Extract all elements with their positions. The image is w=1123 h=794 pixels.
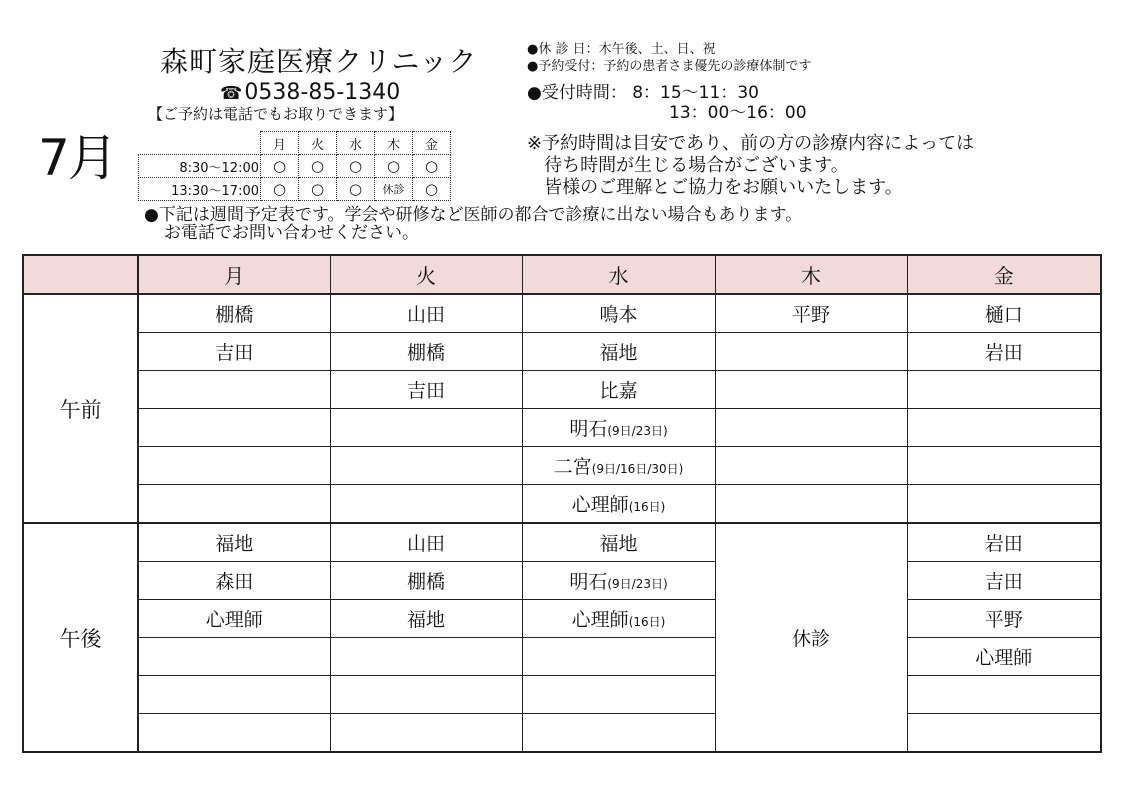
doctor-name: 福地 — [599, 533, 638, 555]
doctor-cell — [715, 371, 907, 409]
doctor-cell — [522, 562, 715, 600]
hours-cell: ○ — [413, 155, 451, 178]
schedule-day-header: 金 — [907, 255, 1101, 294]
hours-cell: ○ — [261, 178, 299, 201]
doctor-cell — [907, 676, 1101, 714]
hours-row-afternoon — [139, 178, 451, 201]
schedule-row-pm — [23, 714, 1101, 753]
doctor-schedule-table — [22, 254, 1102, 753]
schedule-header-row — [23, 255, 1101, 294]
hours-cell: ○ — [299, 178, 337, 201]
doctor-cell: 吉田 — [138, 333, 330, 371]
hours-row-morning — [139, 155, 451, 178]
schedule-row-am — [23, 294, 1101, 333]
doctor-cell: 福地 — [330, 600, 522, 638]
phone-number — [220, 80, 400, 105]
notice-hours-morning: ●受付時間： 8：15〜11：30 — [527, 83, 759, 103]
doctor-cell — [138, 447, 330, 485]
doctor-cell: 山田 — [330, 294, 522, 333]
period-label-pm: 午後 — [23, 523, 138, 752]
doctor-cell — [522, 714, 715, 753]
doctor-cell — [522, 447, 715, 485]
hours-day-header: 火 — [299, 132, 337, 155]
notice-closed-days: ●休 診 日：木午後、土、日、祝 — [527, 42, 716, 57]
doctor-name: 二宮 — [553, 456, 592, 478]
doctor-cell — [138, 714, 330, 753]
hours-cell: ○ — [413, 178, 451, 201]
doctor-cell — [522, 485, 715, 524]
doctor-cell — [522, 523, 715, 562]
doctor-cell — [907, 447, 1101, 485]
doctor-name: 心理師 — [571, 494, 629, 516]
doctor-date-note: (16日) — [628, 615, 666, 629]
month-label: 7月 — [38, 129, 116, 187]
doctor-cell: 棚橋 — [330, 562, 522, 600]
hours-table-corner — [139, 132, 261, 155]
hours-cell: ○ — [375, 155, 413, 178]
weekly-note — [144, 206, 802, 242]
doctor-cell: 吉田 — [907, 562, 1101, 600]
doctor-cell — [330, 714, 522, 753]
hours-table — [138, 131, 451, 201]
doctor-cell: 棚橋 — [138, 294, 330, 333]
schedule-row-pm — [23, 676, 1101, 714]
schedule-row-pm — [23, 562, 1101, 600]
doctor-name: 鳴本 — [599, 304, 638, 326]
schedule-day-header: 水 — [522, 255, 715, 294]
thursday-pm-closed: 休診 — [715, 523, 907, 752]
period-label-am: 午前 — [23, 294, 138, 523]
hours-cell: ○ — [337, 155, 375, 178]
doctor-cell — [715, 447, 907, 485]
doctor-cell — [907, 714, 1101, 753]
notice-caveat: ※予約時間は目安であり、前の方の診療内容によっては 待ち時間が生じる場合がございます。 皆様のご理解とご協力をお願いいたします。 — [527, 133, 975, 198]
notice-hours-afternoon: 13：00〜16：00 — [669, 103, 807, 123]
doctor-name: 明石 — [569, 418, 608, 440]
hours-time: 13:30〜17:00 — [139, 178, 261, 201]
weekly-note-line2: お電話でお問い合わせください。 — [164, 223, 419, 243]
notice-reservation: ●予約受付：予約の患者さま優先の診療体制です — [527, 59, 812, 74]
doctor-cell — [330, 447, 522, 485]
schedule-corner — [23, 255, 138, 294]
hours-day-header: 月 — [261, 132, 299, 155]
doctor-cell — [330, 485, 522, 524]
doctor-date-note: (9日/16日/30日) — [591, 462, 684, 476]
doctor-cell — [715, 485, 907, 524]
doctor-cell — [522, 676, 715, 714]
doctor-name: 福地 — [599, 342, 638, 364]
doctor-cell: 心理師 — [907, 638, 1101, 676]
doctor-cell — [138, 676, 330, 714]
doctor-cell: 棚橋 — [330, 333, 522, 371]
doctor-date-note: (9日/23日) — [607, 424, 668, 438]
hours-cell: ○ — [299, 155, 337, 178]
doctor-cell: 岩田 — [907, 333, 1101, 371]
weekly-note-line1: ●下記は週間予定表です。学会や研修など医師の都合で診療に出ない場合もあります。 — [144, 205, 803, 225]
schedule-row-am — [23, 485, 1101, 524]
doctor-cell: 山田 — [330, 523, 522, 562]
hours-time: 8:30〜12:00 — [139, 155, 261, 178]
schedule-row-am — [23, 409, 1101, 447]
schedule-row-pm — [23, 523, 1101, 562]
schedule-day-header: 火 — [330, 255, 522, 294]
schedule-row-am — [23, 447, 1101, 485]
hours-table-header — [139, 132, 451, 155]
doctor-cell — [330, 676, 522, 714]
hours-cell: ○ — [261, 155, 299, 178]
doctor-cell — [715, 333, 907, 371]
doctor-date-note: (16日) — [628, 500, 666, 514]
doctor-cell — [138, 638, 330, 676]
hours-cell-closed: 休診 — [375, 178, 413, 201]
schedule-row-am — [23, 333, 1101, 371]
doctor-cell: 心理師 — [138, 600, 330, 638]
doctor-date-note: (9日/23日) — [607, 577, 668, 591]
doctor-cell — [522, 294, 715, 333]
doctor-cell — [330, 638, 522, 676]
phone-text: 0538-85-1340 — [244, 80, 401, 105]
doctor-cell — [522, 409, 715, 447]
reserve-note: 【ご予約は電話でもお取りできます】 — [148, 105, 404, 123]
schedule-row-am — [23, 371, 1101, 409]
doctor-cell — [138, 485, 330, 524]
phone-icon: ☎ — [220, 83, 243, 104]
doctor-cell — [138, 409, 330, 447]
doctor-cell — [522, 333, 715, 371]
hours-day-header: 水 — [337, 132, 375, 155]
schedule-day-header: 木 — [715, 255, 907, 294]
doctor-cell: 岩田 — [907, 523, 1101, 562]
doctor-name: 心理師 — [571, 609, 629, 631]
doctor-cell: 平野 — [907, 600, 1101, 638]
doctor-cell — [330, 409, 522, 447]
hours-cell: ○ — [337, 178, 375, 201]
doctor-cell: 平野 — [715, 294, 907, 333]
hours-day-header: 金 — [413, 132, 451, 155]
doctor-cell — [138, 371, 330, 409]
doctor-name: 明石 — [569, 571, 608, 593]
doctor-cell — [522, 600, 715, 638]
doctor-cell — [522, 638, 715, 676]
doctor-name: 比嘉 — [599, 380, 638, 402]
doctor-cell — [907, 485, 1101, 524]
doctor-cell: 吉田 — [330, 371, 522, 409]
doctor-cell — [907, 409, 1101, 447]
schedule-body — [23, 294, 1101, 752]
schedule-row-pm — [23, 600, 1101, 638]
doctor-cell — [522, 371, 715, 409]
hours-day-header: 木 — [375, 132, 413, 155]
doctor-cell — [715, 409, 907, 447]
doctor-cell — [907, 371, 1101, 409]
schedule-row-pm — [23, 638, 1101, 676]
clinic-name: 森町家庭医療クリニック — [160, 45, 478, 78]
doctor-cell: 樋口 — [907, 294, 1101, 333]
doctor-cell: 森田 — [138, 562, 330, 600]
doctor-cell: 福地 — [138, 523, 330, 562]
schedule-day-header: 月 — [138, 255, 330, 294]
